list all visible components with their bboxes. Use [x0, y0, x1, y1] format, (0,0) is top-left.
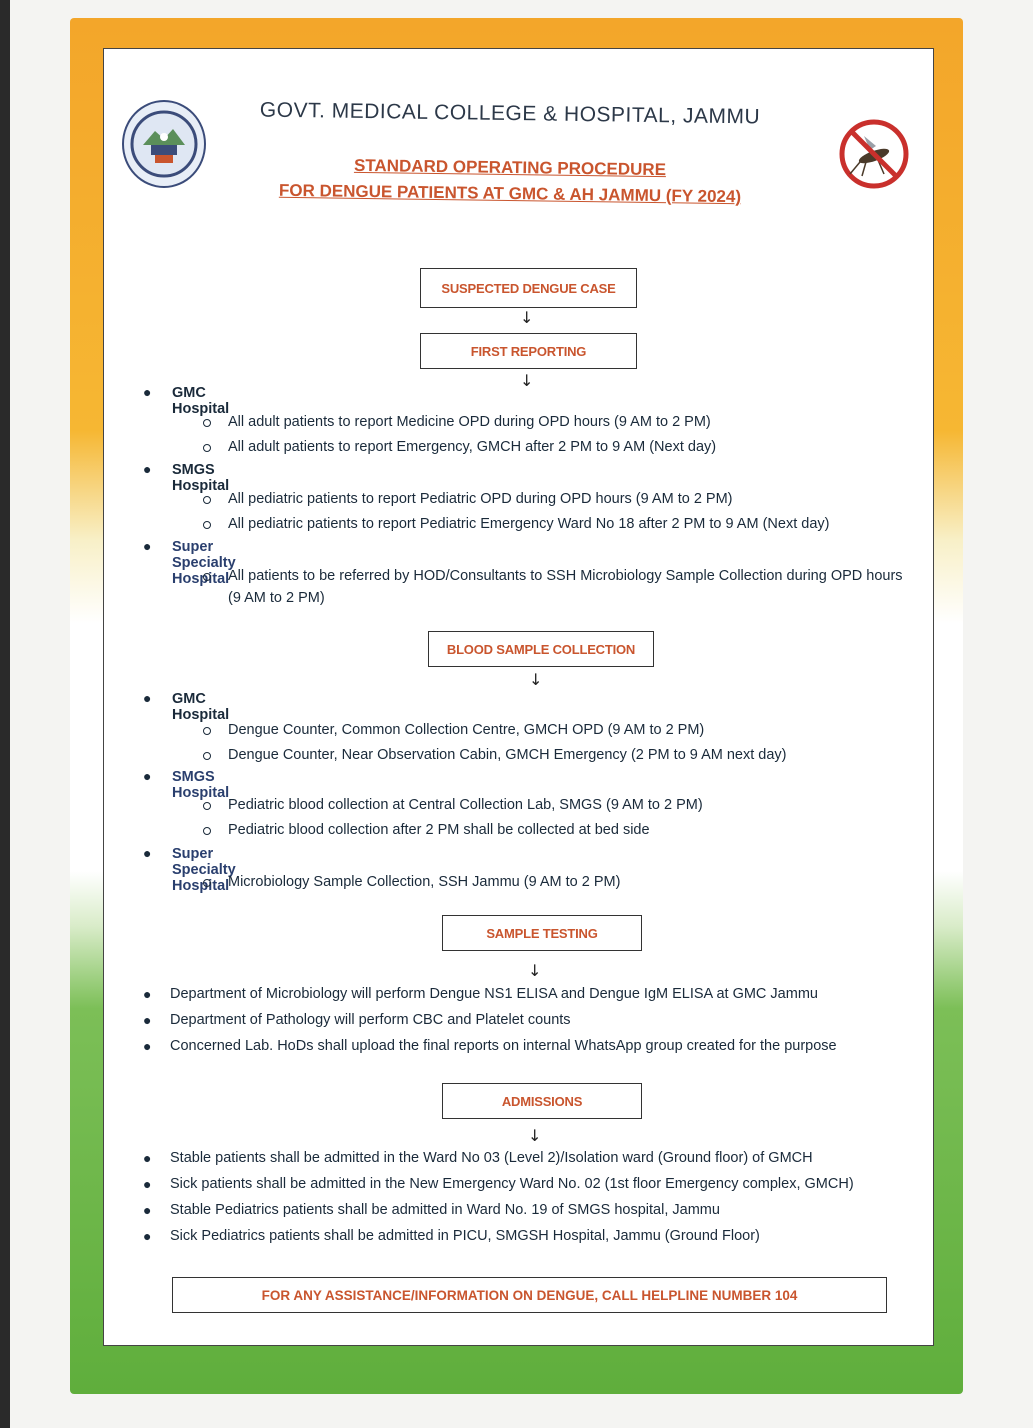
- list-item: Pediatric blood collection at Central Collection Lab, SMGS (9 AM to 2 PM): [228, 797, 703, 813]
- sample-testing-box: SAMPLE TESTING: [442, 915, 642, 951]
- circle-bullet-icon: [203, 752, 211, 760]
- first-reporting-box: FIRST REPORTING: [420, 333, 637, 369]
- list-item: Sick patients shall be admitted in the New Emergency Ward No. 02 (1st floor Emergency complex, GMCH): [170, 1176, 854, 1192]
- list-item: Dengue Counter, Common Collection Centre, GMCH OPD (9 AM to 2 PM): [228, 722, 705, 738]
- list-heading: Super Specialty Hospital: [172, 846, 236, 894]
- list-item: Department of Pathology will perform CBC and Platelet counts: [170, 1012, 571, 1028]
- sop-title-line1: STANDARD OPERATING PROCEDURE: [353, 155, 667, 180]
- arrow-down-icon: ↓: [520, 308, 534, 327]
- list-heading: SMGS Hospital: [172, 769, 230, 801]
- circle-bullet-icon: [203, 496, 211, 504]
- helpline-banner: FOR ANY ASSISTANCE/INFORMATION ON DENGUE, CALL HELPLINE NUMBER 104: [172, 1277, 887, 1313]
- bullet-icon: ●: [143, 538, 152, 554]
- circle-bullet-icon: [203, 521, 211, 529]
- bullet-icon: ●: [143, 1202, 152, 1218]
- list-item: Concerned Lab. HoDs shall upload the final reports on internal WhatsApp group created for the purpose: [170, 1038, 837, 1054]
- bullet-icon: ●: [143, 845, 152, 861]
- list-item: Pediatric blood collection after 2 PM shall be collected at bed side: [228, 822, 650, 838]
- bullet-icon: ●: [143, 1150, 152, 1166]
- bullet-icon: ●: [143, 690, 152, 706]
- list-item: All pediatric patients to report Pediatric Emergency Ward No 18 after 2 PM to 9 AM (Next day): [228, 516, 830, 532]
- list-item: Stable Pediatrics patients shall be admitted in Ward No. 19 of SMGS hospital, Jammu: [170, 1202, 720, 1218]
- blood-sample-box: BLOOD SAMPLE COLLECTION: [428, 631, 654, 667]
- bullet-icon: ●: [143, 1038, 152, 1054]
- sop-title-line2: FOR DENGUE PATIENTS AT GMC & AH JAMMU (FY 2024): [278, 180, 742, 207]
- circle-bullet-icon: [203, 727, 211, 735]
- list-item: Stable patients shall be admitted in the Ward No 03 (Level 2)/Isolation ward (Ground floor) of GMCH: [170, 1150, 813, 1166]
- bullet-icon: ●: [143, 384, 152, 400]
- list-item: All patients to be referred by HOD/Consultants to SSH Microbiology Sample Collection during OPD hours (9 AM to 2 PM): [228, 568, 903, 606]
- circle-bullet-icon: [203, 419, 211, 427]
- arrow-down-icon: ↓: [520, 371, 534, 390]
- arrow-down-icon: ↓: [528, 961, 542, 980]
- bullet-icon: ●: [143, 986, 152, 1002]
- arrow-down-icon: ↓: [528, 1126, 542, 1145]
- college-emblem-icon: [122, 100, 206, 188]
- arrow-down-icon: ↓: [529, 670, 543, 689]
- list-item: Sick Pediatrics patients shall be admitted in PICU, SMGSH Hospital, Jammu (Ground Floor): [170, 1228, 760, 1244]
- circle-bullet-icon: [203, 444, 211, 452]
- page-title: GOVT. MEDICAL COLLEGE & HOSPITAL, JAMMU: [259, 98, 761, 129]
- bullet-icon: ●: [143, 768, 152, 784]
- list-item: All pediatric patients to report Pediatric OPD during OPD hours (9 AM to 2 PM): [228, 491, 733, 507]
- list-heading: GMC Hospital: [172, 385, 230, 417]
- circle-bullet-icon: [203, 879, 211, 887]
- list-heading: SMGS Hospital: [172, 462, 230, 494]
- bullet-icon: ●: [143, 1012, 152, 1028]
- list-item: All adult patients to report Medicine OPD during OPD hours (9 AM to 2 PM): [228, 414, 711, 430]
- suspected-dengue-box: SUSPECTED DENGUE CASE: [420, 268, 637, 308]
- list-heading: GMC Hospital: [172, 691, 230, 723]
- circle-bullet-icon: [203, 802, 211, 810]
- circle-bullet-icon: [203, 573, 211, 581]
- admissions-box: ADMISSIONS: [442, 1083, 642, 1119]
- list-item: All adult patients to report Emergency, GMCH after 2 PM to 9 AM (Next day): [228, 439, 717, 455]
- bullet-icon: ●: [143, 1228, 152, 1244]
- list-heading: Super Specialty Hospital: [172, 539, 236, 587]
- circle-bullet-icon: [203, 827, 211, 835]
- list-item: Department of Microbiology will perform Dengue NS1 ELISA and Dengue IgM ELISA at GMC Jammu: [170, 986, 818, 1002]
- list-item: Dengue Counter, Near Observation Cabin, GMCH Emergency (2 PM to 9 AM next day): [228, 747, 787, 763]
- no-mosquito-icon: [836, 116, 912, 192]
- bullet-icon: ●: [143, 1176, 152, 1192]
- list-item: Microbiology Sample Collection, SSH Jammu (9 AM to 2 PM): [228, 874, 621, 890]
- bullet-icon: ●: [143, 461, 152, 477]
